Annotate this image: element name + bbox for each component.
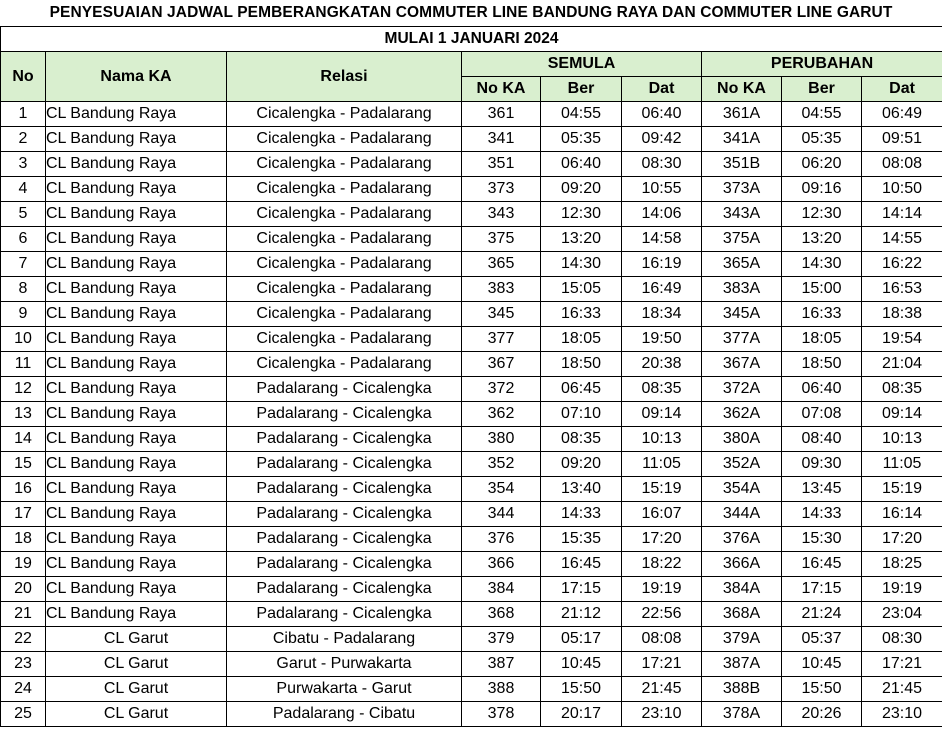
cell-no: 21: [1, 602, 46, 627]
cell-semula-no-ka: 379: [462, 627, 541, 652]
cell-perubahan-ber: 17:15: [782, 577, 862, 602]
cell-semula-ber: 13:20: [541, 227, 622, 252]
cell-semula-ber: 21:12: [541, 602, 622, 627]
cell-semula-no-ka: 351: [462, 152, 541, 177]
cell-relasi: Padalarang - Cicalengka: [227, 477, 462, 502]
cell-semula-dat: 11:05: [622, 452, 702, 477]
cell-perubahan-dat: 16:14: [862, 502, 942, 527]
cell-semula-ber: 12:30: [541, 202, 622, 227]
schedule-rows: [1, 102, 942, 727]
cell-perubahan-dat: 08:08: [862, 152, 942, 177]
cell-no: 16: [1, 477, 46, 502]
header-semula: SEMULA: [462, 52, 702, 77]
cell-semula-ber: 15:35: [541, 527, 622, 552]
cell-no: 7: [1, 252, 46, 277]
table-row: [1, 277, 942, 302]
table-row: [1, 252, 942, 277]
cell-perubahan-ber: 21:24: [782, 602, 862, 627]
cell-nama-ka: CL Bandung Raya: [46, 602, 227, 627]
cell-perubahan-ber: 15:50: [782, 677, 862, 702]
table-row: [1, 452, 942, 477]
table-row: [1, 227, 942, 252]
cell-perubahan-no-ka: 362A: [702, 402, 782, 427]
header-perubahan-no-ka: No KA: [702, 77, 782, 102]
cell-semula-no-ka: 375: [462, 227, 541, 252]
cell-perubahan-dat: 10:13: [862, 427, 942, 452]
cell-no: 12: [1, 377, 46, 402]
cell-nama-ka: CL Bandung Raya: [46, 352, 227, 377]
cell-perubahan-ber: 04:55: [782, 102, 862, 127]
cell-perubahan-no-ka: 366A: [702, 552, 782, 577]
cell-perubahan-ber: 05:35: [782, 127, 862, 152]
cell-semula-no-ka: 341: [462, 127, 541, 152]
header-semula-dat: Dat: [622, 77, 702, 102]
table-row: [1, 602, 942, 627]
cell-perubahan-ber: 18:50: [782, 352, 862, 377]
cell-perubahan-dat: 16:22: [862, 252, 942, 277]
cell-perubahan-no-ka: 352A: [702, 452, 782, 477]
cell-semula-no-ka: 378: [462, 702, 541, 727]
cell-relasi: Padalarang - Cicalengka: [227, 427, 462, 452]
cell-perubahan-ber: 13:45: [782, 477, 862, 502]
table-row: [1, 552, 942, 577]
title-line-2: MULAI 1 JANUARI 2024: [1, 27, 942, 52]
cell-no: 13: [1, 402, 46, 427]
cell-perubahan-ber: 07:08: [782, 402, 862, 427]
cell-nama-ka: CL Bandung Raya: [46, 102, 227, 127]
cell-no: 20: [1, 577, 46, 602]
cell-perubahan-no-ka: 351B: [702, 152, 782, 177]
cell-nama-ka: CL Bandung Raya: [46, 202, 227, 227]
header-perubahan-dat: Dat: [862, 77, 942, 102]
header-semula-no-ka: No KA: [462, 77, 541, 102]
cell-semula-dat: 09:14: [622, 402, 702, 427]
cell-semula-ber: 18:05: [541, 327, 622, 352]
cell-perubahan-ber: 14:30: [782, 252, 862, 277]
header-semula-ber: Ber: [541, 77, 622, 102]
cell-perubahan-dat: 21:45: [862, 677, 942, 702]
cell-perubahan-dat: 15:19: [862, 477, 942, 502]
cell-relasi: Cicalengka - Padalarang: [227, 102, 462, 127]
cell-relasi: Cicalengka - Padalarang: [227, 277, 462, 302]
cell-perubahan-dat: 17:20: [862, 527, 942, 552]
cell-relasi: Cicalengka - Padalarang: [227, 127, 462, 152]
cell-semula-dat: 14:58: [622, 227, 702, 252]
cell-perubahan-ber: 16:33: [782, 302, 862, 327]
cell-perubahan-ber: 10:45: [782, 652, 862, 677]
cell-perubahan-no-ka: 377A: [702, 327, 782, 352]
cell-perubahan-no-ka: 373A: [702, 177, 782, 202]
cell-semula-ber: 14:30: [541, 252, 622, 277]
cell-nama-ka: CL Bandung Raya: [46, 452, 227, 477]
cell-semula-no-ka: 380: [462, 427, 541, 452]
cell-nama-ka: CL Bandung Raya: [46, 227, 227, 252]
cell-perubahan-dat: 18:25: [862, 552, 942, 577]
title-line-1: PENYESUAIAN JADWAL PEMBERANGKATAN COMMUTER LINE BANDUNG RAYA DAN COMMUTER LINE GARUT: [49, 4, 893, 21]
cell-perubahan-no-ka: 383A: [702, 277, 782, 302]
cell-nama-ka: CL Bandung Raya: [46, 327, 227, 352]
cell-semula-ber: 08:35: [541, 427, 622, 452]
cell-relasi: Padalarang - Cicalengka: [227, 527, 462, 552]
cell-relasi: Padalarang - Cicalengka: [227, 402, 462, 427]
cell-perubahan-ber: 06:20: [782, 152, 862, 177]
cell-semula-dat: 19:19: [622, 577, 702, 602]
table-row: [1, 352, 942, 377]
cell-nama-ka: CL Bandung Raya: [46, 577, 227, 602]
cell-perubahan-ber: 12:30: [782, 202, 862, 227]
cell-semula-dat: 08:35: [622, 377, 702, 402]
cell-semula-dat: 16:07: [622, 502, 702, 527]
cell-no: 22: [1, 627, 46, 652]
cell-perubahan-no-ka: 380A: [702, 427, 782, 452]
cell-semula-ber: 06:40: [541, 152, 622, 177]
cell-perubahan-no-ka: 378A: [702, 702, 782, 727]
cell-semula-dat: 08:08: [622, 627, 702, 652]
cell-perubahan-dat: 06:49: [862, 102, 942, 127]
cell-no: 14: [1, 427, 46, 452]
cell-nama-ka: CL Bandung Raya: [46, 427, 227, 452]
cell-perubahan-dat: 10:50: [862, 177, 942, 202]
cell-perubahan-ber: 06:40: [782, 377, 862, 402]
header-perubahan-ber: Ber: [782, 77, 862, 102]
cell-semula-no-ka: 361: [462, 102, 541, 127]
cell-nama-ka: CL Bandung Raya: [46, 527, 227, 552]
cell-no: 11: [1, 352, 46, 377]
cell-perubahan-ber: 18:05: [782, 327, 862, 352]
cell-perubahan-no-ka: 343A: [702, 202, 782, 227]
cell-perubahan-no-ka: 388B: [702, 677, 782, 702]
cell-semula-no-ka: 388: [462, 677, 541, 702]
cell-semula-dat: 14:06: [622, 202, 702, 227]
cell-nama-ka: CL Garut: [46, 702, 227, 727]
cell-perubahan-no-ka: 372A: [702, 377, 782, 402]
cell-semula-ber: 14:33: [541, 502, 622, 527]
cell-perubahan-no-ka: 341A: [702, 127, 782, 152]
cell-nama-ka: CL Bandung Raya: [46, 477, 227, 502]
cell-semula-no-ka: 384: [462, 577, 541, 602]
cell-nama-ka: CL Garut: [46, 652, 227, 677]
cell-semula-ber: 04:55: [541, 102, 622, 127]
cell-perubahan-dat: 08:35: [862, 377, 942, 402]
cell-no: 17: [1, 502, 46, 527]
cell-semula-dat: 09:42: [622, 127, 702, 152]
cell-semula-no-ka: 352: [462, 452, 541, 477]
cell-semula-ber: 10:45: [541, 652, 622, 677]
table-row: [1, 677, 942, 702]
cell-semula-ber: 09:20: [541, 177, 622, 202]
cell-semula-dat: 17:21: [622, 652, 702, 677]
cell-relasi: Cicalengka - Padalarang: [227, 352, 462, 377]
cell-perubahan-no-ka: 345A: [702, 302, 782, 327]
cell-perubahan-dat: 21:04: [862, 352, 942, 377]
cell-nama-ka: CL Bandung Raya: [46, 177, 227, 202]
header-no: No: [1, 52, 46, 102]
cell-perubahan-dat: 16:53: [862, 277, 942, 302]
cell-semula-dat: 16:49: [622, 277, 702, 302]
cell-semula-ber: 06:45: [541, 377, 622, 402]
table-row: [1, 577, 942, 602]
header-nama-ka: Nama KA: [46, 52, 227, 102]
cell-perubahan-dat: 09:14: [862, 402, 942, 427]
cell-perubahan-dat: 17:21: [862, 652, 942, 677]
cell-perubahan-no-ka: 376A: [702, 527, 782, 552]
table-row: [1, 402, 942, 427]
table-row: [1, 202, 942, 227]
cell-no: 9: [1, 302, 46, 327]
table-row: [1, 427, 942, 452]
table-row: [1, 652, 942, 677]
cell-semula-no-ka: 343: [462, 202, 541, 227]
cell-no: 18: [1, 527, 46, 552]
cell-perubahan-ber: 16:45: [782, 552, 862, 577]
cell-perubahan-ber: 08:40: [782, 427, 862, 452]
cell-relasi: Padalarang - Cicalengka: [227, 552, 462, 577]
cell-semula-dat: 10:13: [622, 427, 702, 452]
cell-perubahan-dat: 18:38: [862, 302, 942, 327]
header-relasi: Relasi: [227, 52, 462, 102]
cell-perubahan-dat: 14:14: [862, 202, 942, 227]
cell-relasi: Padalarang - Cicalengka: [227, 502, 462, 527]
cell-semula-ber: 05:35: [541, 127, 622, 152]
cell-semula-no-ka: 387: [462, 652, 541, 677]
cell-nama-ka: CL Bandung Raya: [46, 277, 227, 302]
cell-semula-dat: 10:55: [622, 177, 702, 202]
cell-semula-dat: 08:30: [622, 152, 702, 177]
cell-perubahan-no-ka: 375A: [702, 227, 782, 252]
cell-semula-no-ka: 373: [462, 177, 541, 202]
cell-relasi: Padalarang - Cicalengka: [227, 377, 462, 402]
cell-perubahan-no-ka: 367A: [702, 352, 782, 377]
cell-nama-ka: CL Bandung Raya: [46, 127, 227, 152]
table-row: [1, 177, 942, 202]
table-row: [1, 102, 942, 127]
cell-perubahan-ber: 14:33: [782, 502, 862, 527]
cell-semula-ber: 20:17: [541, 702, 622, 727]
cell-nama-ka: CL Bandung Raya: [46, 302, 227, 327]
cell-semula-no-ka: 344: [462, 502, 541, 527]
table-row: [1, 527, 942, 552]
cell-perubahan-no-ka: 354A: [702, 477, 782, 502]
cell-semula-dat: 17:20: [622, 527, 702, 552]
cell-semula-ber: 18:50: [541, 352, 622, 377]
cell-no: 24: [1, 677, 46, 702]
cell-perubahan-dat: 11:05: [862, 452, 942, 477]
cell-perubahan-dat: 14:55: [862, 227, 942, 252]
cell-semula-dat: 22:56: [622, 602, 702, 627]
cell-perubahan-dat: 19:19: [862, 577, 942, 602]
cell-no: 6: [1, 227, 46, 252]
cell-no: 10: [1, 327, 46, 352]
cell-relasi: Cicalengka - Padalarang: [227, 152, 462, 177]
cell-relasi: Padalarang - Cicalengka: [227, 577, 462, 602]
cell-relasi: Padalarang - Cicalengka: [227, 602, 462, 627]
cell-perubahan-ber: 09:16: [782, 177, 862, 202]
cell-nama-ka: CL Bandung Raya: [46, 252, 227, 277]
cell-semula-ber: 16:45: [541, 552, 622, 577]
cell-semula-ber: 17:15: [541, 577, 622, 602]
cell-perubahan-ber: 13:20: [782, 227, 862, 252]
header-row-1: [1, 52, 942, 77]
cell-semula-ber: 15:50: [541, 677, 622, 702]
cell-nama-ka: CL Bandung Raya: [46, 377, 227, 402]
cell-perubahan-dat: 08:30: [862, 627, 942, 652]
cell-no: 23: [1, 652, 46, 677]
cell-perubahan-dat: 23:04: [862, 602, 942, 627]
cell-semula-dat: 19:50: [622, 327, 702, 352]
table-row: [1, 127, 942, 152]
table-row: [1, 377, 942, 402]
cell-semula-no-ka: 345: [462, 302, 541, 327]
schedule-table: [0, 26, 942, 727]
cell-semula-dat: 21:45: [622, 677, 702, 702]
cell-semula-ber: 13:40: [541, 477, 622, 502]
cell-relasi: Cibatu - Padalarang: [227, 627, 462, 652]
cell-relasi: Cicalengka - Padalarang: [227, 202, 462, 227]
title-row: [1, 27, 942, 52]
cell-semula-dat: 15:19: [622, 477, 702, 502]
table-row: [1, 152, 942, 177]
cell-no: 5: [1, 202, 46, 227]
cell-relasi: Cicalengka - Padalarang: [227, 177, 462, 202]
cell-nama-ka: CL Bandung Raya: [46, 502, 227, 527]
cell-semula-dat: 16:19: [622, 252, 702, 277]
cell-no: 8: [1, 277, 46, 302]
cell-semula-no-ka: 365: [462, 252, 541, 277]
cell-nama-ka: CL Bandung Raya: [46, 552, 227, 577]
cell-nama-ka: CL Garut: [46, 677, 227, 702]
cell-semula-dat: 23:10: [622, 702, 702, 727]
header-perubahan: PERUBAHAN: [702, 52, 942, 77]
table-row: [1, 702, 942, 727]
cell-relasi: Garut - Purwakarta: [227, 652, 462, 677]
cell-semula-no-ka: 377: [462, 327, 541, 352]
cell-semula-no-ka: 376: [462, 527, 541, 552]
cell-perubahan-no-ka: 387A: [702, 652, 782, 677]
cell-semula-no-ka: 362: [462, 402, 541, 427]
cell-semula-no-ka: 366: [462, 552, 541, 577]
cell-no: 15: [1, 452, 46, 477]
cell-no: 1: [1, 102, 46, 127]
cell-nama-ka: CL Bandung Raya: [46, 402, 227, 427]
table-row: [1, 627, 942, 652]
cell-relasi: Cicalengka - Padalarang: [227, 252, 462, 277]
cell-perubahan-no-ka: 379A: [702, 627, 782, 652]
cell-perubahan-dat: 19:54: [862, 327, 942, 352]
cell-semula-ber: 09:20: [541, 452, 622, 477]
cell-semula-no-ka: 383: [462, 277, 541, 302]
cell-semula-ber: 07:10: [541, 402, 622, 427]
cell-no: 25: [1, 702, 46, 727]
cell-semula-no-ka: 367: [462, 352, 541, 377]
cell-no: 19: [1, 552, 46, 577]
cell-semula-dat: 18:22: [622, 552, 702, 577]
cell-nama-ka: CL Bandung Raya: [46, 152, 227, 177]
cell-no: 4: [1, 177, 46, 202]
cell-no: 2: [1, 127, 46, 152]
cell-semula-no-ka: 368: [462, 602, 541, 627]
cell-perubahan-no-ka: 344A: [702, 502, 782, 527]
cell-relasi: Cicalengka - Padalarang: [227, 327, 462, 352]
cell-perubahan-ber: 05:37: [782, 627, 862, 652]
table-row: [1, 302, 942, 327]
cell-perubahan-ber: 15:00: [782, 277, 862, 302]
cell-semula-dat: 20:38: [622, 352, 702, 377]
cell-semula-ber: 05:17: [541, 627, 622, 652]
cell-perubahan-ber: 20:26: [782, 702, 862, 727]
cell-nama-ka: CL Garut: [46, 627, 227, 652]
cell-semula-no-ka: 372: [462, 377, 541, 402]
cell-relasi: Purwakarta - Garut: [227, 677, 462, 702]
cell-no: 3: [1, 152, 46, 177]
cell-perubahan-no-ka: 365A: [702, 252, 782, 277]
table-row: [1, 477, 942, 502]
cell-semula-ber: 16:33: [541, 302, 622, 327]
cell-relasi: Padalarang - Cibatu: [227, 702, 462, 727]
cell-semula-ber: 15:05: [541, 277, 622, 302]
cell-relasi: Cicalengka - Padalarang: [227, 227, 462, 252]
cell-perubahan-dat: 23:10: [862, 702, 942, 727]
cell-relasi: Padalarang - Cicalengka: [227, 452, 462, 477]
cell-perubahan-no-ka: 368A: [702, 602, 782, 627]
cell-perubahan-no-ka: 384A: [702, 577, 782, 602]
table-row: [1, 327, 942, 352]
cell-perubahan-ber: 09:30: [782, 452, 862, 477]
cell-perubahan-ber: 15:30: [782, 527, 862, 552]
cell-relasi: Cicalengka - Padalarang: [227, 302, 462, 327]
cell-perubahan-no-ka: 361A: [702, 102, 782, 127]
cell-perubahan-dat: 09:51: [862, 127, 942, 152]
cell-semula-dat: 06:40: [622, 102, 702, 127]
table-row: [1, 502, 942, 527]
cell-semula-dat: 18:34: [622, 302, 702, 327]
cell-semula-no-ka: 354: [462, 477, 541, 502]
